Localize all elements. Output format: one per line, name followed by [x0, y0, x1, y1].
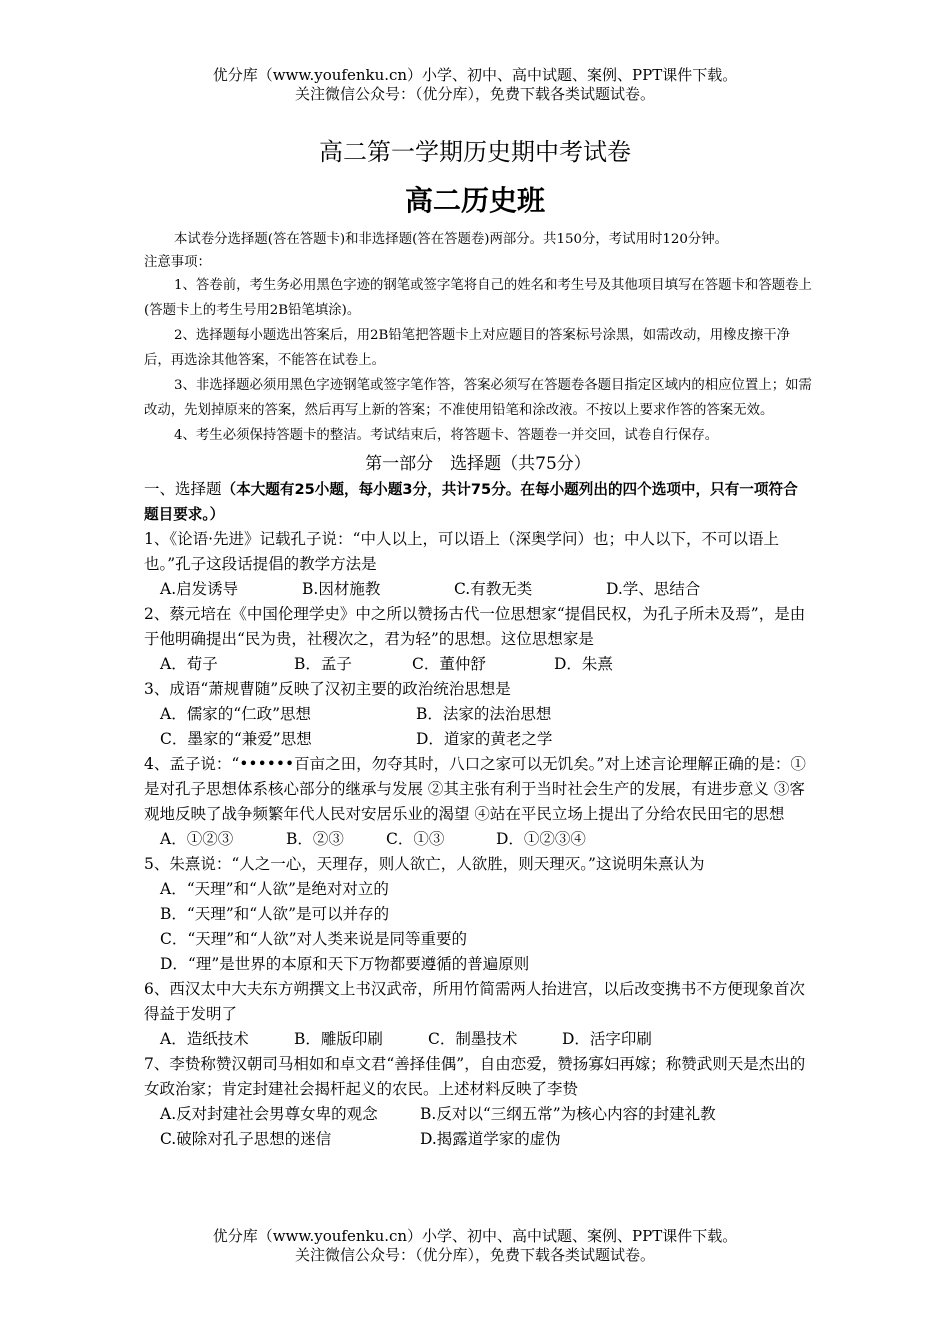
question-6-options — [144, 1027, 812, 1052]
option-c: C．制墨技术 — [428, 1030, 518, 1048]
option-d: D．朱熹 — [554, 655, 613, 673]
question-1-options — [144, 577, 812, 602]
option-d: D.揭露道学家的虚伪 — [420, 1130, 561, 1148]
option-c: C．①③ — [386, 830, 445, 848]
question-6-stem: 6、西汉太中大夫东方朔撰文上书汉武帝，所用竹简需两人抬进宫，以后改变携书不方便现象首次得益于发明了 — [144, 980, 805, 1023]
option-b: B．“天理”和“人欲”是可以并存的 — [160, 905, 390, 923]
notice-item: 2、选择题每小题选出答案后，用2B铅笔把答题卡上对应题目的答案标号涂黑，如需改动，用橡皮擦干净后，再选涂其他答案，不能答在试卷上。 — [144, 328, 791, 368]
question-1-stem: 1、《论语·先进》记载孔子说：“中人以上，可以语上（深奥学问）也；中人以下，不可以语上也。”孔子这段话提倡的教学方法是 — [144, 530, 779, 573]
notice-list — [144, 273, 812, 448]
exam-content — [144, 229, 812, 1152]
option-d: D．活字印刷 — [562, 1030, 652, 1048]
option-a: A．儒家的“仁政”思想 — [160, 705, 312, 723]
section-prefix: 一、选择题 — [144, 480, 222, 498]
question-2-stem: 2、蔡元培在《中国伦理学史》中之所以赞扬古代一位思想家“提倡民权，为孔子所未及焉”，是由于他明确提出“民为贵，社稷次之，君为轻”的思想。这位思想家是 — [144, 605, 806, 648]
option-b: B．孟子 — [294, 655, 352, 673]
notice-item: 4、考生必须保持答题卡的整洁。考试结束后，将答题卡、答题卷一并交回，试卷自行保存。 — [174, 428, 719, 443]
option-a: A.反对封建社会男尊女卑的观念 — [160, 1105, 378, 1123]
option-b: B．②③ — [286, 830, 344, 848]
option-b: B．雕版印刷 — [294, 1030, 383, 1048]
option-c: C．墨家的“兼爱”思想 — [160, 730, 312, 748]
option-a: A．荀子 — [160, 655, 218, 673]
notice-title: 注意事项： — [144, 255, 211, 270]
section-heading — [144, 477, 812, 527]
option-b: B.反对以“三纲五常”为核心内容的封建礼教 — [420, 1105, 716, 1123]
option-a: A．“天理”和“人欲”是绝对对立的 — [160, 880, 389, 898]
header-line-2: 关注微信公众号：（优分库），免费下载各类试题试卷。 — [294, 85, 655, 103]
question-3-options-row-2 — [144, 727, 812, 752]
option-c: C.有教无类 — [454, 580, 533, 598]
question-5-stem: 5、朱熹说：“人之一心，天理存，则人欲亡，人欲胜，则天理灭。”这说明朱熹认为 — [144, 855, 705, 873]
exam-title: 高二第一学期历史期中考试卷 — [319, 138, 631, 166]
question-7-options-row-2 — [144, 1127, 812, 1152]
intro-text: 本试卷分选择题(答在答题卡)和非选择题(答在答题卷)两部分。共150分，考试用时120分钟。 — [174, 232, 729, 247]
option-b: B．法家的法治思想 — [416, 705, 552, 723]
option-c: C．董仲舒 — [412, 655, 486, 673]
option-d: D．①②③④ — [496, 830, 586, 848]
footer-line-1: 优分库（www.youfenku.cn）小学、初中、高中试题、案例、PPT课件下载。 — [212, 1227, 738, 1245]
question-3-options-row-1 — [144, 702, 812, 727]
page-footer — [0, 1227, 950, 1265]
question-4-stem: 4、孟子说：“••••••百亩之田，勿夺其时，八口之家可以无饥矣。”对上述言论理解正确的是：①是对孔子思想体系核心部分的继承与发展 ②其主张有利于当时社会生产的发展，有进步意义 ③客观地反映了战争频繁年代人民对安居乐业的渴望 ④站在平民立场上提出了分给农民田宅的思想 — [144, 755, 806, 823]
question-3-stem: 3、成语“萧规曹随”反映了汉初主要的政治统治思想是 — [144, 680, 511, 698]
part-title: 第一部分 选择题（共75分） — [365, 454, 591, 474]
option-b: B.因材施教 — [302, 580, 381, 598]
option-d: D.学、思结合 — [606, 580, 701, 598]
option-c: C．“天理”和“人欲”对人类来说是同等重要的 — [160, 930, 468, 948]
notice-item: 3、非选择题必须用黑色字迹钢笔或签字笔作答，答案必须写在答题卷各题目指定区域内的相应位置上；如需改动，先划掉原来的答案，然后再写上新的答案；不准使用铅笔和涂改液。不按以上要求作答的答案无效。 — [144, 378, 812, 418]
option-a: A．①②③ — [160, 830, 234, 848]
option-d: D．道家的黄老之学 — [416, 730, 553, 748]
question-7-stem: 7、李贽称赞汉朝司马相如和卓文君“善择佳偶”，自由恋爱，赞扬寡妇再嫁；称赞武则天是杰出的女政治家；肯定封建社会揭杆起义的农民。上述材料反映了李贽 — [144, 1055, 806, 1098]
question-2-options — [144, 652, 812, 677]
questions — [144, 477, 812, 1152]
option-a: A.启发诱导 — [160, 580, 239, 598]
notice-item: 1、答卷前，考生务必用黑色字迹的钢笔或签字笔将自己的姓名和考生号及其他项目填写在答题卡和答题卷上(答题卡上的考生号用2B铅笔填涂)。 — [144, 278, 812, 318]
footer-line-2: 关注微信公众号：（优分库），免费下载各类试题试卷。 — [294, 1246, 655, 1264]
option-a: A．造纸技术 — [160, 1030, 249, 1048]
question-7-options-row-1 — [144, 1102, 812, 1127]
option-d: D．“理”是世界的本原和天下万物都要遵循的普遍原则 — [160, 955, 530, 973]
section-description: （本大题有25小题，每小题3分，共计75分。在每小题列出的四个选项中，只有一项符合题目要求。） — [144, 481, 798, 523]
question-4-options — [144, 827, 812, 852]
option-c: C.破除对孔子思想的迷信 — [160, 1130, 332, 1148]
header-line-1: 优分库（www.youfenku.cn）小学、初中、高中试题、案例、PPT课件下载。 — [212, 66, 738, 84]
instructions — [144, 229, 812, 448]
exam-subtitle: 高二历史班 — [404, 184, 545, 217]
page-header — [0, 66, 950, 104]
